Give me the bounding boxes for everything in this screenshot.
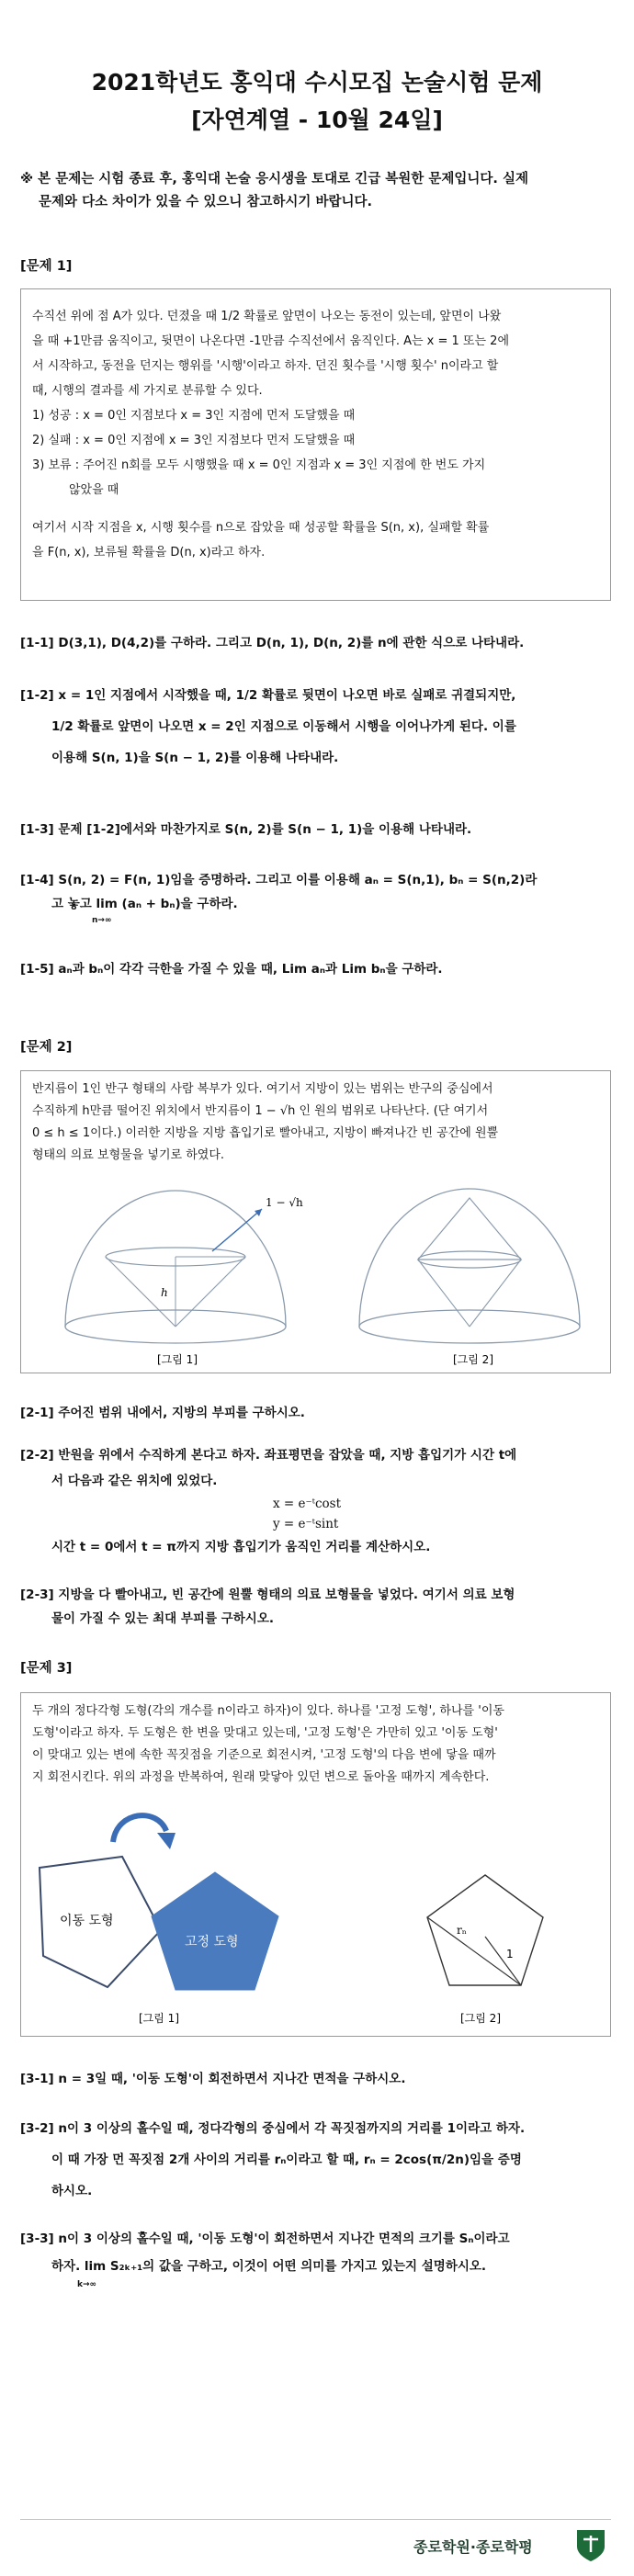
problem2-box xyxy=(20,1070,611,1373)
problem1-heading: [문제 1] xyxy=(20,259,73,274)
problem2-box-line: 형태의 의료 보형물을 넣기로 하였다. xyxy=(32,1148,225,1162)
question-2-2 xyxy=(20,1442,613,1560)
fixed-pentagon xyxy=(152,1872,278,1990)
problem1-box-line: 3) 보류 : 주어진 n회를 모두 시행했을 때 x = 0인 지점과 x = 3인 지점에 한 번도 가지 xyxy=(32,458,486,472)
question-2-2-line: 시간 t = 0에서 t = π까지 지방 흡입기가 움직인 거리를 계산하시오. xyxy=(51,1540,431,1554)
footer-brand: 종로학원·종로학평 xyxy=(413,2538,533,2556)
brand-shield-icon xyxy=(575,2528,606,2563)
fixed-pentagon-label: 고정 도형 xyxy=(185,1935,239,1949)
question-2-3-line: [2-3] 지방을 다 빨아내고, 빈 공간에 원뿔 형태의 의료 보형물을 넣었다. 여기서 의료 보형 xyxy=(20,1587,515,1602)
page-title: 2021학년도 홍익대 수시모집 논술시험 문제 xyxy=(91,69,543,96)
problem3-box-line: 이 맞대고 있는 변에 속한 꼭짓점을 기준으로 회전시켜, '고정 도형'의 다음 변에 닿을 때까 xyxy=(32,1748,496,1762)
fig1-h-label: h xyxy=(161,1286,168,1299)
problem3-box xyxy=(20,1692,611,2037)
question-3-3 xyxy=(20,2225,613,2289)
rotate-arrow-icon xyxy=(113,1815,166,1842)
question-3-2-line: 하시오. xyxy=(51,2184,93,2198)
question-1-4 xyxy=(20,868,613,925)
hemisphere-figures xyxy=(21,1071,610,1373)
pentagon-figures xyxy=(21,1693,610,2036)
problem2-box-line: 반지름이 1인 반구 형태의 사람 복부가 있다. 여기서 지방이 있는 범위는 반구의 중심에서 xyxy=(32,1082,493,1096)
problem1-box-line: 않았을 때 xyxy=(69,483,119,497)
rotate-arrow-head-icon xyxy=(157,1833,175,1849)
figure-2-hemisphere xyxy=(359,1189,580,1343)
fig1-radius-label: 1 − √h xyxy=(266,1196,303,1209)
question-1-2-line: [1-2] x = 1인 지점에서 시작했을 때, 1/2 확률로 뒷면이 나오면 바로 실패로 귀결되지만, xyxy=(20,688,516,703)
problem2-box-line: 0 ≤ h ≤ 1이다.) 이러한 지방을 지방 흡입기로 빨아내고, 지방이 빠져나간 빈 공간에 원뿔 xyxy=(32,1126,499,1140)
problem3-box-line: 두 개의 정다각형 도형(각의 개수를 n이라고 하자)이 있다. 하나를 '고정 도형', 하나를 '이동 xyxy=(32,1704,504,1718)
fig2-rn-label: rₙ xyxy=(457,1924,467,1937)
question-3-1: [3-1] n = 3일 때, '이동 도형'이 회전하면서 지나간 면적을 구하시오. xyxy=(20,2072,406,2086)
problem1-box-line: 을 때 +1만큼 움직이고, 뒷면이 나온다면 -1만큼 수직선에서 움직인다. A는 x = 1 또는 2에 xyxy=(32,334,510,348)
question-3-2-line: 이 때 가장 먼 꼭짓점 2개 사이의 거리를 rₙ이라고 할 때, rₙ = 2cos(π/2n)임을 증명 xyxy=(51,2152,522,2167)
problem1-box-line: 때, 시행의 결과를 세 가지로 분류할 수 있다. xyxy=(32,384,263,398)
moving-pentagon-label: 이동 도형 xyxy=(60,1914,114,1928)
problem1-box-line: 을 F(n, x), 보류될 확률을 D(n, x)라고 하자. xyxy=(32,546,266,559)
question-2-2-line: [2-2] 반원을 위에서 수직하게 본다고 하자. 좌표평면을 잡았을 때, 지방 흡입기가 시간 t에 xyxy=(20,1448,517,1463)
question-3-3-limit-sub: k→∞ xyxy=(77,2280,97,2289)
question-1-4-limit-sub: n→∞ xyxy=(92,916,112,925)
question-1-4-line: [1-4] S(n, 2) = F(n, 1)임을 증명하라. 그리고 이를 이용해 aₙ = S(n,1), bₙ = S(n,2)라 xyxy=(20,873,538,887)
question-2-3-line: 물이 가질 수 있는 최대 부피를 구하시오. xyxy=(51,1611,274,1626)
question-2-2-eq-x: x = e⁻ᵗcost xyxy=(273,1497,341,1511)
footer-divider xyxy=(20,2519,611,2520)
figure-2-pentagon xyxy=(427,1875,543,1985)
pointer-arrow xyxy=(212,1209,262,1251)
question-1-3: [1-3] 문제 [1-2]에서와 마찬가지로 S(n, 2)를 S(n − 1, 1)을 이용해 나타내라. xyxy=(20,822,472,837)
question-1-1: [1-1] D(3,1), D(4,2)를 구하라. 그리고 D(n, 1), D(n, 2)를 n에 관한 식으로 나타내라. xyxy=(20,636,525,650)
question-1-4-line: 고 놓고 lim (aₙ + bₙ)을 구하라. xyxy=(51,897,238,911)
problem1-box-line: 여기서 시작 지점을 x, 시행 횟수를 n으로 잡았을 때 성공할 확률을 S(n, x), 실패할 확률 xyxy=(32,521,490,535)
question-2-2-eq-y: y = e⁻ᵗsint xyxy=(273,1517,339,1531)
problem2-box-line: 수직하게 h만큼 떨어진 위치에서 반지름이 1 − √h 인 원의 범위로 나타난다. (단 여기서 xyxy=(32,1104,489,1118)
problem1-box-line: 서 시작하고, 동전을 던지는 행위를 '시행'이라고 하자. 던진 횟수를 '시행 횟수' n이라고 할 xyxy=(32,359,499,373)
figure-1-hemisphere xyxy=(65,1191,286,1343)
question-1-5: [1-5] aₙ과 bₙ이 각각 극한을 가질 수 있을 때, Lim aₙ과 Lim bₙ을 구하라. xyxy=(20,962,443,977)
notice-line-1: ※ 본 문제는 시험 종료 후, 홍익대 논술 응시생을 토대로 긴급 복원한 문제입니다. 실제 xyxy=(20,172,528,186)
question-2-1: [2-1] 주어진 범위 내에서, 지방의 부피를 구하시오. xyxy=(20,1406,305,1420)
notice-line-2: 문제와 다소 차이가 있을 수 있으니 참고하시기 바랍니다. xyxy=(39,195,373,209)
fig2-caption: [그림 2] xyxy=(453,1353,493,1366)
problem3-box-line: 지 회전시킨다. 위의 과정을 반복하여, 원래 맞닿아 있던 변으로 돌아올 때까지 계속한다. xyxy=(32,1770,490,1784)
question-3-3-line: [3-3] n이 3 이상의 홀수일 때, '이동 도형'이 회전하면서 지나간 면적의 크기를 Sₙ이라고 xyxy=(20,2231,510,2246)
problem2-heading: [문제 2] xyxy=(20,1040,73,1055)
question-3-3-line: 하자. lim S₂ₖ₊₁의 값을 구하고, 이것이 어떤 의미를 가지고 있는지 설명하시오. xyxy=(51,2259,487,2274)
problem1-box-line: 2) 실패 : x = 0인 지점에 x = 3인 지점보다 먼저 도달했을 때 xyxy=(32,434,356,447)
fig2-caption: [그림 2] xyxy=(460,2012,501,2025)
problem1-box-spacer xyxy=(32,503,601,515)
problem1-box-line: 수직선 위에 점 A가 있다. 던졌을 때 1/2 확률로 앞면이 나오는 동전이 있는데, 앞면이 나왔 xyxy=(32,310,502,323)
problem3-heading: [문제 3] xyxy=(20,1661,73,1676)
question-1-2-line: 이용해 S(n, 1)을 S(n − 1, 2)를 이용해 나타내라. xyxy=(51,751,339,765)
problem3-box-line: 도형'이라고 하자. 두 도형은 한 변을 맞대고 있는데, '고정 도형'은 가만히 있고 '이동 도형' xyxy=(32,1726,498,1740)
problem1-box-line: 1) 성공 : x = 0인 지점보다 x = 3인 지점에 먼저 도달했을 때 xyxy=(32,409,356,423)
fig2-one-label: 1 xyxy=(506,1948,514,1960)
question-2-3 xyxy=(20,1583,613,1631)
question-3-2-line: [3-2] n이 3 이상의 홀수일 때, 정다각형의 중심에서 각 꼭짓점까지의 거리를 1이라고 하자. xyxy=(20,2121,526,2136)
page-subtitle: [자연계열 - 10월 24일] xyxy=(191,107,443,133)
notice xyxy=(20,168,608,214)
problem1-box xyxy=(20,288,611,601)
question-3-2 xyxy=(20,2113,613,2207)
question-2-2-line: 서 다음과 같은 위치에 있었다. xyxy=(51,1474,218,1488)
fig1-caption: [그림 1] xyxy=(157,1353,198,1366)
question-1-2-line: 1/2 확률로 앞면이 나오면 x = 2인 지점으로 이동해서 시행을 이어나가게 된다. 이를 xyxy=(51,719,516,734)
question-1-2 xyxy=(20,680,613,774)
fig1-caption: [그림 1] xyxy=(139,2012,179,2025)
